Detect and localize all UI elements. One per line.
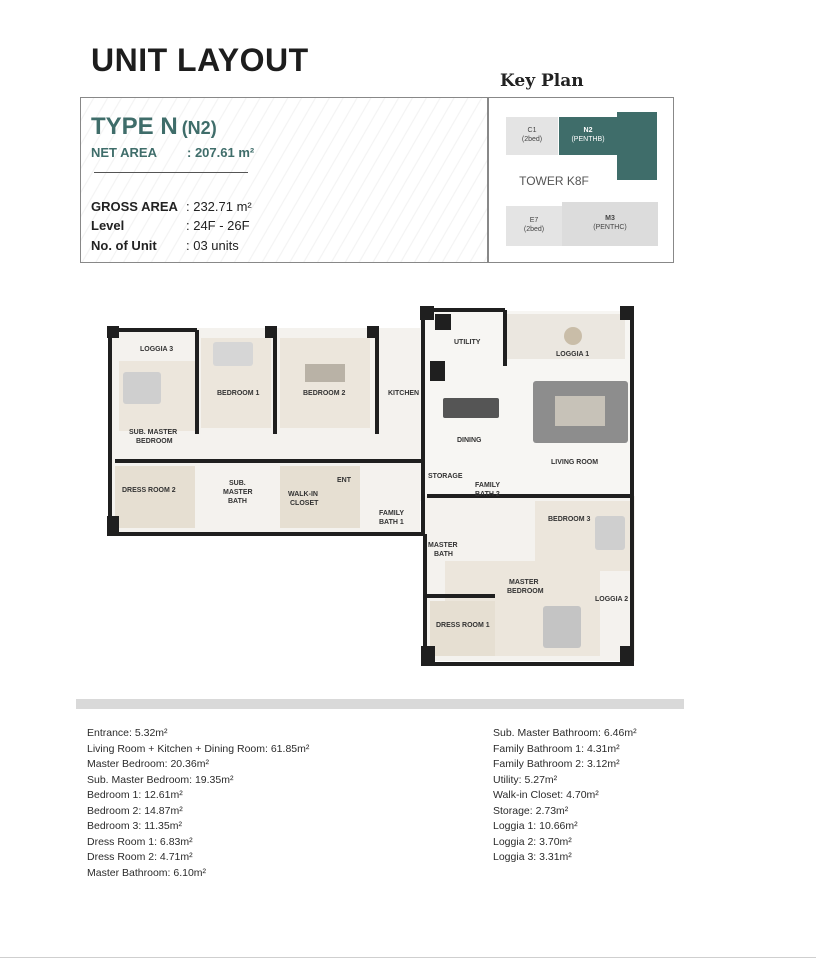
room-label-loggia-3: LOGGIA 3 (140, 346, 174, 353)
area-item: Bedroom 1: 12.61m² (87, 789, 183, 801)
room-label-walk-in: WALK-IN (288, 491, 318, 498)
area-item: Sub. Master Bedroom: 19.35m² (87, 773, 234, 786)
area-item: Master Bathroom: 6.10m² (87, 866, 207, 879)
area-item: Living Room + Kitchen + Dining Room: 61.85m² (87, 742, 310, 755)
key-plan-unit-m3 (562, 202, 658, 246)
area-list-right (493, 726, 637, 866)
net-area-value: : 207.61 m² (187, 145, 255, 160)
room-label-dining: DINING (457, 437, 482, 444)
loggia-1-table (564, 327, 582, 345)
units-count-value: : 03 units (186, 238, 239, 253)
key-plan-unit-e7 (506, 206, 562, 246)
key-plan-title: Key Plan (500, 71, 584, 91)
key-plan-tower-label: TOWER K8F (519, 174, 589, 188)
coffee-table (555, 396, 605, 426)
room-label-master-bath-2: BATH (434, 551, 453, 558)
area-item: Dress Room 2: 4.71m² (87, 851, 193, 863)
area-item: Storage: 2.73m² (493, 804, 569, 817)
key-plan-unit-code: N2 (583, 127, 593, 134)
area-item: Entrance: 5.32m² (87, 727, 168, 739)
page-title: UNIT LAYOUT (91, 42, 309, 78)
gross-area-label: GROSS AREA (91, 199, 178, 214)
dress-room-2-floor (115, 466, 195, 528)
level-value: : 24F - 26F (186, 218, 250, 233)
floor-plan (105, 306, 637, 670)
area-item: Dress Room 1: 6.83m² (87, 835, 193, 848)
room-label-ent: ENT (337, 477, 351, 484)
key-plan-unit-type: (PENTHB) (571, 136, 605, 143)
room-label-loggia-2: LOGGIA 2 (595, 596, 629, 603)
room-label-bedroom-3: BEDROOM 3 (548, 516, 591, 523)
room-label-sub-master-2: BEDROOM (136, 438, 173, 445)
room-label-sub-bath-2: MASTER (223, 489, 253, 496)
bed-sub-master (123, 372, 161, 404)
area-item: Sub. Master Bathroom: 6.46m² (493, 727, 637, 739)
area-item: Walk-in Closet: 4.70m² (493, 789, 599, 801)
units-count-label: No. of Unit (91, 238, 157, 253)
unit-type-heading (91, 113, 217, 141)
key-plan (488, 97, 674, 263)
area-item: Loggia 3: 3.31m² (493, 851, 572, 863)
bedroom-2-floor (280, 338, 370, 428)
page-bottom-border (0, 957, 816, 958)
key-plan-unit-type: (2bed) (523, 226, 545, 233)
area-item: Loggia 1: 10.66m² (493, 820, 578, 832)
room-label-bedroom-1: BEDROOM 1 (217, 390, 260, 397)
room-label-master-bedroom: MASTER (509, 579, 539, 586)
gross-area-value: : 232.71 m² (186, 199, 252, 214)
key-plan-unit-code: E7 (529, 217, 539, 224)
key-plan-unit-code: C1 (527, 127, 537, 134)
level-label: Level (91, 218, 125, 233)
room-label-family-bath-2: FAMILY (475, 482, 501, 489)
dining-table (443, 398, 499, 418)
key-plan-unit-type: (2bed) (521, 136, 543, 143)
room-label-family-bath-2-2: BATH 2 (475, 491, 500, 498)
key-plan-core-highlight (617, 112, 657, 180)
room-label-dress-room-1: DRESS ROOM 1 (436, 622, 490, 629)
room-label-family-bath-1: FAMILY (379, 510, 405, 517)
room-label-master-bath: MASTER (428, 542, 458, 549)
bed-1 (213, 342, 253, 366)
room-label-master-bedroom-2: BEDROOM (507, 588, 544, 595)
room-label-sub-bath-3: BATH (228, 498, 247, 505)
room-label-living: LIVING ROOM (551, 459, 599, 466)
area-item: Bedroom 3: 11.35m² (87, 820, 182, 832)
area-item: Bedroom 2: 14.87m² (87, 804, 183, 817)
area-item: Family Bathroom 2: 3.12m² (493, 758, 620, 770)
unit-type-label: TYPE N (91, 113, 178, 140)
section-divider (76, 699, 684, 709)
key-plan-unit-c1 (506, 117, 558, 155)
room-label-sub-bath: SUB. (229, 480, 246, 487)
room-label-loggia-1: LOGGIA 1 (556, 351, 590, 358)
room-label-sub-master: SUB. MASTER (129, 429, 178, 436)
net-area-label: NET AREA (91, 145, 157, 160)
info-divider (94, 172, 248, 173)
room-label-bedroom-2: BEDROOM 2 (303, 390, 346, 397)
room-label-kitchen: KITCHEN (388, 390, 420, 397)
unit-type-code: (N2) (181, 118, 217, 138)
area-item: Master Bedroom: 20.36m² (87, 758, 209, 770)
area-list-left (87, 726, 309, 881)
key-plan-unit-n2-highlight (559, 117, 617, 155)
area-item: Utility: 5.27m² (493, 773, 558, 786)
area-item: Family Bathroom 1: 4.31m² (493, 742, 620, 755)
room-label-family-bath-1-2: BATH 1 (379, 519, 404, 526)
room-label-utility: UTILITY (454, 339, 481, 346)
room-label-dress-room-2: DRESS ROOM 2 (122, 487, 176, 494)
bed-3 (595, 516, 625, 550)
room-label-storage: STORAGE (428, 473, 463, 480)
room-label-walk-in-2: CLOSET (290, 500, 319, 507)
desk-bedroom-2 (305, 364, 345, 382)
area-item: Loggia 2: 3.70m² (493, 835, 572, 848)
bed-master (543, 606, 581, 648)
key-plan-unit-type: (PENTHC) (593, 224, 627, 231)
key-plan-unit-code: M3 (605, 215, 615, 222)
